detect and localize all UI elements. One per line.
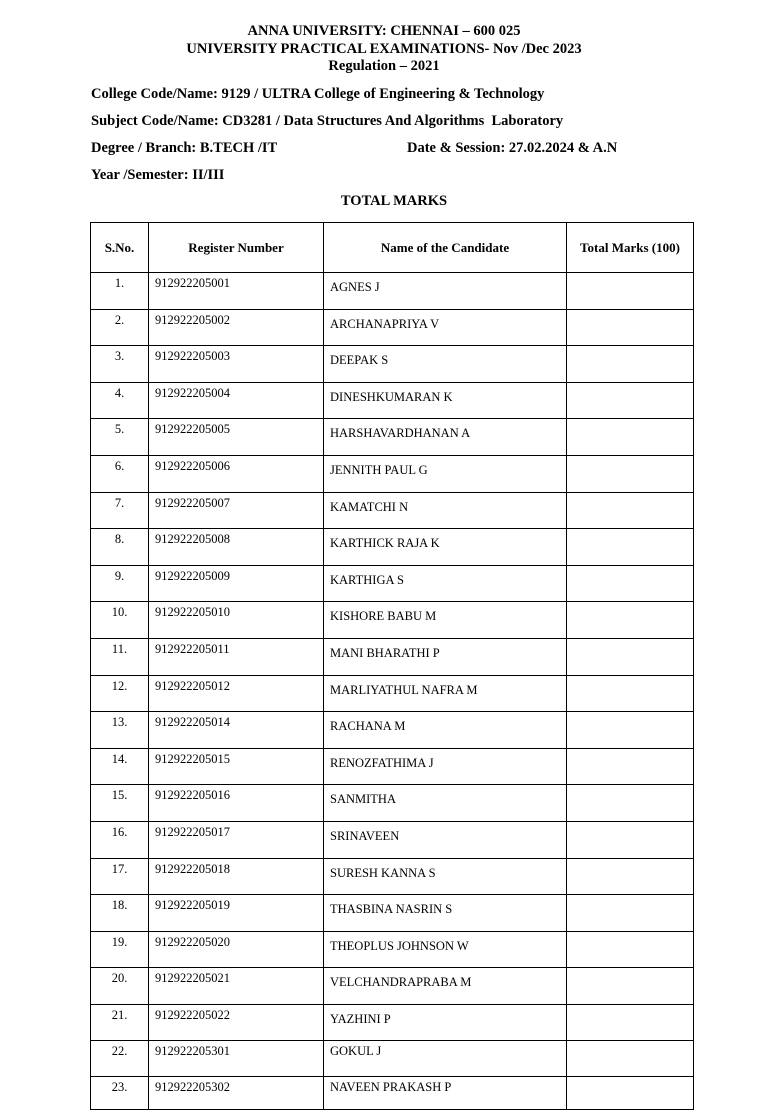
table-row: [91, 492, 694, 529]
row-candidate-name: MANI BHARATHI P: [324, 638, 567, 675]
table-row: [91, 346, 694, 383]
row-candidate-name: VELCHANDRAPRABA M: [324, 968, 567, 1005]
row-total-marks: [567, 821, 694, 858]
document-header: [0, 23, 768, 76]
row-total-marks: [567, 675, 694, 712]
row-candidate-name: MARLIYATHUL NAFRA M: [324, 675, 567, 712]
row-total-marks: [567, 1077, 694, 1110]
row-sno: 14.: [91, 748, 149, 785]
row-sno: 15.: [91, 785, 149, 822]
row-register-number: 912922205020: [149, 931, 324, 968]
row-sno: 2.: [91, 309, 149, 346]
row-register-number: 912922205007: [149, 492, 324, 529]
row-sno: 3.: [91, 346, 149, 383]
table-row: [91, 565, 694, 602]
row-register-number: 912922205019: [149, 895, 324, 932]
row-candidate-name: ARCHANAPRIYA V: [324, 309, 567, 346]
table-row: [91, 675, 694, 712]
row-sno: 12.: [91, 675, 149, 712]
row-sno: 1.: [91, 273, 149, 310]
table-header-row: [91, 223, 694, 273]
row-register-number: 912922205021: [149, 968, 324, 1005]
row-candidate-name: YAZHINI P: [324, 1004, 567, 1041]
row-sno: 16.: [91, 821, 149, 858]
row-sno: 20.: [91, 968, 149, 1005]
table-row: [91, 931, 694, 968]
row-candidate-name: THASBINA NASRIN S: [324, 895, 567, 932]
row-candidate-name: KARTHICK RAJA K: [324, 529, 567, 566]
row-candidate-name: KAMATCHI N: [324, 492, 567, 529]
row-register-number: 912922205008: [149, 529, 324, 566]
row-sno: 10.: [91, 602, 149, 639]
row-candidate-name: AGNES J: [324, 273, 567, 310]
row-candidate-name: HARSHAVARDHANAN A: [324, 419, 567, 456]
table-row: [91, 785, 694, 822]
row-candidate-name: GOKUL J: [324, 1041, 567, 1077]
table-row: [91, 419, 694, 456]
row-sno: 23.: [91, 1077, 149, 1110]
marks-table: [90, 222, 694, 1110]
table-row: [91, 1041, 694, 1077]
row-total-marks: [567, 858, 694, 895]
row-total-marks: [567, 748, 694, 785]
row-register-number: 912922205018: [149, 858, 324, 895]
row-total-marks: [567, 785, 694, 822]
row-register-number: 912922205301: [149, 1041, 324, 1077]
row-sno: 13.: [91, 712, 149, 749]
row-sno: 22.: [91, 1041, 149, 1077]
row-sno: 11.: [91, 638, 149, 675]
row-sno: 7.: [91, 492, 149, 529]
row-total-marks: [567, 638, 694, 675]
table-row: [91, 1077, 694, 1110]
table-row: [91, 748, 694, 785]
row-candidate-name: DEEPAK S: [324, 346, 567, 383]
row-candidate-name: KARTHIGA S: [324, 565, 567, 602]
date-session-info: Date & Session: 27.02.2024 & A.N: [407, 140, 618, 156]
row-candidate-name: NAVEEN PRAKASH P: [324, 1077, 567, 1110]
row-total-marks: [567, 565, 694, 602]
row-candidate-name: RACHANA M: [324, 712, 567, 749]
row-register-number: 912922205005: [149, 419, 324, 456]
row-total-marks: [567, 273, 694, 310]
row-candidate-name: KISHORE BABU M: [324, 602, 567, 639]
row-total-marks: [567, 455, 694, 492]
row-sno: 4.: [91, 382, 149, 419]
row-register-number: 912922205006: [149, 455, 324, 492]
header-register-number: Register Number: [149, 223, 324, 273]
row-register-number: 912922205002: [149, 309, 324, 346]
row-candidate-name: SANMITHA: [324, 785, 567, 822]
row-sno: 21.: [91, 1004, 149, 1041]
row-total-marks: [567, 492, 694, 529]
table-row: [91, 309, 694, 346]
table-row: [91, 821, 694, 858]
header-total-marks: Total Marks (100): [567, 223, 694, 273]
row-register-number: 912922205010: [149, 602, 324, 639]
row-total-marks: [567, 346, 694, 383]
table-row: [91, 895, 694, 932]
table-row: [91, 968, 694, 1005]
row-register-number: 912922205012: [149, 675, 324, 712]
row-candidate-name: RENOZFATHIMA J: [324, 748, 567, 785]
table-row: [91, 602, 694, 639]
row-total-marks: [567, 602, 694, 639]
table-body: [91, 273, 694, 1110]
row-register-number: 912922205014: [149, 712, 324, 749]
row-register-number: 912922205015: [149, 748, 324, 785]
row-total-marks: [567, 382, 694, 419]
row-sno: 5.: [91, 419, 149, 456]
header-sno: S.No.: [91, 223, 149, 273]
row-candidate-name: JENNITH PAUL G: [324, 455, 567, 492]
subject-info: Subject Code/Name: CD3281 / Data Structures And Algorithms Laboratory: [91, 113, 564, 129]
row-total-marks: [567, 419, 694, 456]
year-semester-info: Year /Semester: II/III: [91, 167, 225, 183]
exam-title: UNIVERSITY PRACTICAL EXAMINATIONS- Nov /Dec 2023: [186, 40, 582, 57]
table-row: [91, 529, 694, 566]
row-register-number: 912922205302: [149, 1077, 324, 1110]
row-total-marks: [567, 1004, 694, 1041]
table-row: [91, 712, 694, 749]
table-row: [91, 1004, 694, 1041]
row-sno: 17.: [91, 858, 149, 895]
university-title: ANNA UNIVERSITY: CHENNAI – 600 025: [247, 23, 521, 39]
row-register-number: 912922205009: [149, 565, 324, 602]
section-title: TOTAL MARKS: [340, 193, 448, 209]
row-total-marks: [567, 529, 694, 566]
row-register-number: 912922205004: [149, 382, 324, 419]
table-row: [91, 273, 694, 310]
row-candidate-name: SRINAVEEN: [324, 821, 567, 858]
row-total-marks: [567, 931, 694, 968]
row-register-number: 912922205001: [149, 273, 324, 310]
row-register-number: 912922205003: [149, 346, 324, 383]
row-sno: 6.: [91, 455, 149, 492]
college-info: College Code/Name: 9129 / ULTRA College of Engineering & Technology: [91, 86, 545, 102]
row-register-number: 912922205022: [149, 1004, 324, 1041]
table-row: [91, 382, 694, 419]
degree-info: Degree / Branch: B.TECH /IT: [91, 140, 278, 156]
row-candidate-name: THEOPLUS JOHNSON W: [324, 931, 567, 968]
row-total-marks: [567, 712, 694, 749]
row-sno: 19.: [91, 931, 149, 968]
row-register-number: 912922205011: [149, 638, 324, 675]
header-candidate-name: Name of the Candidate: [324, 223, 567, 273]
row-total-marks: [567, 1041, 694, 1077]
regulation-title: Regulation – 2021: [328, 58, 440, 74]
row-sno: 9.: [91, 565, 149, 602]
row-register-number: 912922205017: [149, 821, 324, 858]
row-total-marks: [567, 309, 694, 346]
row-total-marks: [567, 968, 694, 1005]
row-register-number: 912922205016: [149, 785, 324, 822]
row-sno: 18.: [91, 895, 149, 932]
table-row: [91, 455, 694, 492]
table-row: [91, 638, 694, 675]
row-candidate-name: SURESH KANNA S: [324, 858, 567, 895]
row-candidate-name: DINESHKUMARAN K: [324, 382, 567, 419]
row-total-marks: [567, 895, 694, 932]
row-sno: 8.: [91, 529, 149, 566]
table-row: [91, 858, 694, 895]
